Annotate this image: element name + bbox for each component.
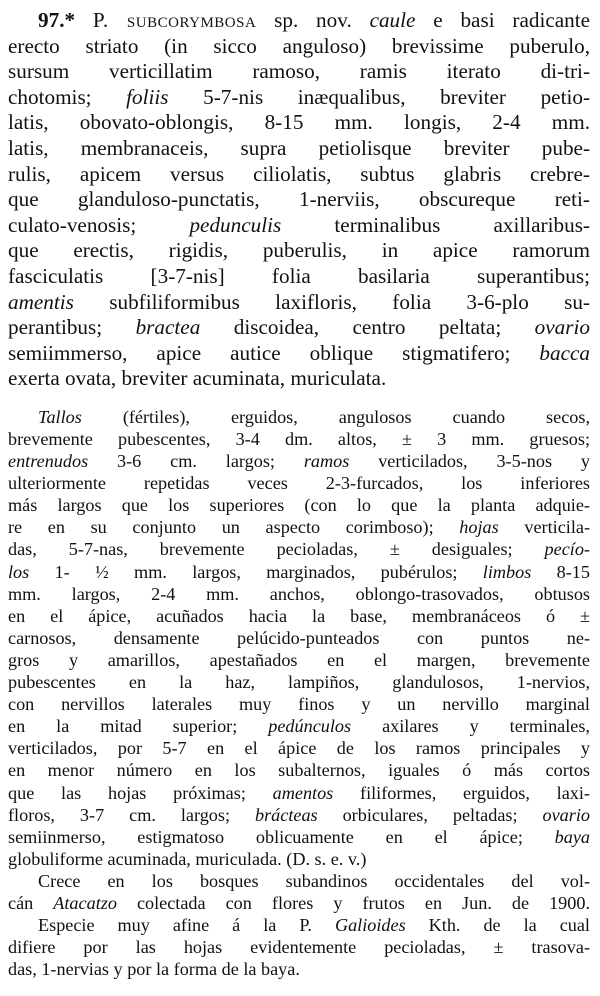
text-line: mm. largos, 2-4 mm. anchos, oblongo-trasovados, obtusos: [8, 583, 590, 604]
text-line: Crece en los bosques subandinos occidentales del vol-: [38, 870, 590, 891]
text-line: Tallos (fértiles), erguidos, angulosos cuando secos,: [38, 406, 590, 427]
text-line: los 1- ½ mm. largos, marginados, pubérulos; limbos 8-15: [8, 561, 590, 582]
text-line: re en su conjunto un aspecto corimboso); hojas verticila-: [8, 517, 590, 538]
text-line: erecto striato (in sicco anguloso) brevissime puberulo,: [8, 33, 590, 58]
text-line: carnosos, densamente pelúcido-punteados con puntos ne-: [8, 627, 590, 648]
text-line: floros, 3-7 cm. largos; brácteas orbiculares, peltadas; ovario: [8, 804, 590, 825]
text-line: semiimmerso, apice autice oblique stigmatifero; bacca: [8, 340, 590, 365]
spanish-description: [8, 406, 590, 980]
text-line: culato-venosis; pedunculis terminalibus axillaribus-: [8, 212, 590, 237]
text-line: latis, membranaceis, supra petiolisque breviter pube-: [8, 135, 590, 160]
text-line: verticilados, por 5-7 en el ápice de los ramos principales y: [8, 738, 590, 759]
latin-description: [8, 8, 590, 392]
text-line: exerta ovata, breviter acuminata, muriculata.: [8, 366, 387, 391]
text-line: difiere por las hojas evidentemente pecioladas, ± trasova-: [8, 937, 590, 958]
text-line: ulteriormente repetidas veces 2-3-furcados, los inferiores: [8, 473, 590, 494]
text-line: entrenudos 3-6 cm. largos; ramos verticilados, 3-5-nos y: [8, 451, 590, 472]
text-line: globuliforme acuminada, muriculada. (D. s. e. v.): [8, 848, 367, 869]
text-line: semiinmerso, estigmatoso oblicuamente en el ápice; baya: [8, 826, 590, 847]
text-line: más largos que los superiores (con lo que la planta adquie-: [8, 495, 590, 516]
text-line: fasciculatis [3-7-nis] folia basilaria superantibus;: [8, 263, 590, 288]
text-line: que glanduloso-punctatis, 1-nerviis, obscureque reti-: [8, 187, 590, 212]
text-line: Especie muy afine á la P. Galioides Kth. de la cual: [38, 915, 590, 936]
text-line: amentis subfiliformibus laxifloris, folia 3-6-plo su-: [8, 289, 590, 314]
text-line: chotomis; foliis 5-7-nis inæqualibus, breviter petio-: [8, 84, 590, 109]
text-line: das, 5-7-nas, brevemente pecioladas, ± desiguales; pecío-: [8, 539, 590, 560]
text-line: en la mitad superior; pedúnculos axilares y terminales,: [8, 716, 590, 737]
text-line: en menor número en los subalternos, iguales ó más cortos: [8, 760, 590, 781]
text-line: con nervillos laterales muy finos y un nervillo marginal: [8, 694, 590, 715]
text-line: rulis, apicem versus ciliolatis, subtus glabris crebre-: [8, 161, 590, 186]
text-line: perantibus; bractea discoidea, centro peltata; ovario: [8, 315, 590, 340]
text-line: brevemente pubescentes, 3-4 dm. altos, ± 3 mm. gruesos;: [8, 429, 590, 449]
text-line: en el ápice, acuñados hacia la base, membranáceos ó ±: [8, 605, 590, 626]
text-line: das, 1-nervias y por la forma de la baya.: [8, 959, 300, 980]
text-line: pubescentes en la haz, lampiños, glandulosos, 1-nervios,: [8, 672, 590, 693]
text-line: latis, obovato-oblongis, 8-15 mm. longis, 2-4 mm.: [8, 110, 590, 135]
text-line: 97.* P. subcorymbosa sp. nov. caule e basi radicante: [38, 8, 590, 32]
text-line: que las hojas próximas; amentos filiformes, erguidos, laxi-: [8, 782, 590, 803]
text-line: gros y amarillos, apestañados en el margen, brevemente: [8, 649, 590, 670]
text-line: que erectis, rigidis, puberulis, in apice ramorum: [8, 238, 590, 263]
text-line: sursum verticillatim ramoso, ramis iterato di-tri-: [8, 59, 590, 84]
text-line: cán Atacatzo colectada con flores y frutos en Jun. de 1900.: [8, 892, 590, 913]
